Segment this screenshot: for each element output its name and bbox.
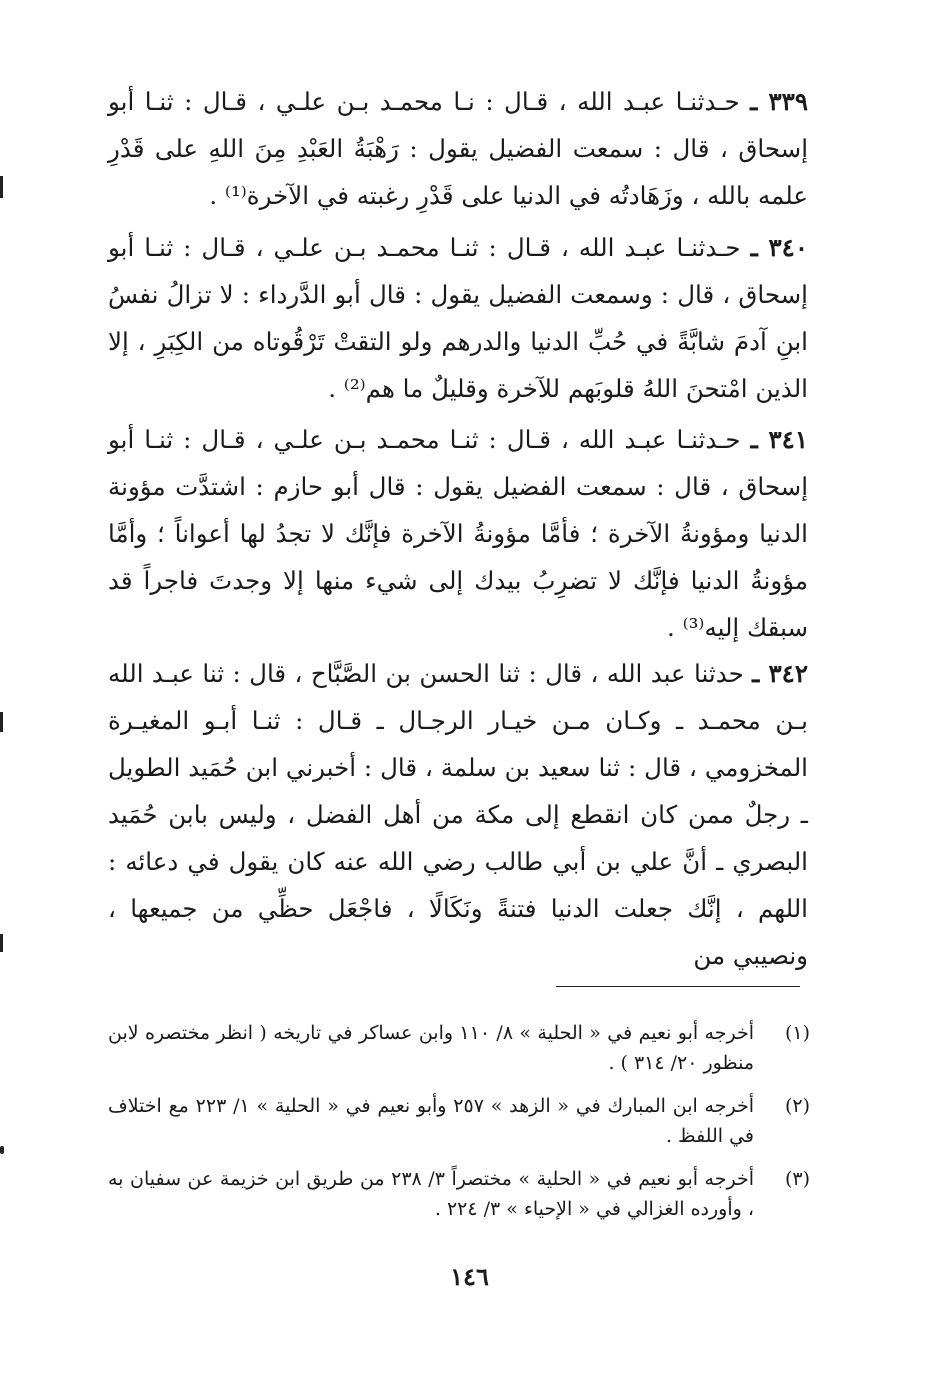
- footnote-2: [108, 1091, 810, 1151]
- scan-edge-mark: [0, 176, 3, 198]
- footnote-text: أخرجه أبو نعيم في « الحلية » ٨/ ١١٠ وابن عساكر في تاريخه ( انظر مختصره لابن منظور ٢٠/ ٣١٤ ) .: [108, 1022, 754, 1074]
- scan-edge-mark: [0, 1146, 4, 1154]
- footnotes: [108, 1018, 810, 1237]
- scan-edge-mark: [0, 934, 3, 952]
- paragraph-text: حدثنا عبد الله ، قال : ثنا الحسن بن الصَّبَّاح ، قال : ثنا عبـد الله بـن محمـد ـ وكـان مـن خيـار الرجـال ـ قـال : ثنـا أبـو المغيـرة المخزومي ، قال : ثنا سعيد بن سلمة ، قال : أخبرني ابن حُمَيد الطويل ـ رجلٌ ممن كان انقطع إلى مكة من أهل الفضل ، وليس بابن حُمَيد البصري ـ أنَّ علي بن أبي طالب رضي الله عنه كان يقول في دعائه : اللهم ، إنَّك جعلت الدنيا فتنةً ونَكَالًا ، فاجْعَل حظِّي من جميعها ، ونصيبي من: [108, 659, 808, 970]
- paragraph-number: ٣٣٩ ـ: [750, 87, 808, 116]
- paragraph-number: ٣٤١ ـ: [750, 425, 808, 454]
- paragraph-342: [108, 650, 808, 979]
- paragraph-339: [108, 78, 808, 219]
- footnote-1: [108, 1018, 810, 1078]
- footnote-number: (٣): [784, 1168, 810, 1190]
- footnote-text: أخرجه أبو نعيم في « الحلية » مختصراً ٣/ ٢٣٨ من طريق ابن خزيمة عن سفيان به ، وأورده الغزالي في « الإحياء » ٣/ ٢٢٤ .: [108, 1168, 754, 1220]
- footnote-3: [108, 1164, 810, 1224]
- scan-edge-mark: [0, 712, 3, 732]
- paragraph-340: [108, 224, 808, 412]
- page-number: ١٤٦: [450, 1262, 489, 1291]
- paragraph-text: حـدثنـا عبـد الله ، قـال : ثنـا محمـد بـن علـي ، قـال : ثنـا أبو إسحاق ، قال : سمعت الفضيل يقول : قال أبو حازم : اشتدَّت مؤونة الدنيا ومؤونةُ الآخرة ؛ فأمَّا مؤونةُ الآخرة فإنَّك لا تجدُ لها أعواناً ؛ وأمَّا مؤونةُ الدنيا فإنَّك لا تضرِبُ بيدك إلى شيء منها إلا وجدتَ فاجراً قد سبقك إليه⁽³⁾ .: [108, 425, 808, 642]
- footnote-number: (٢): [784, 1095, 810, 1117]
- footnote-text: أخرجه ابن المبارك في « الزهد » ٢٥٧ وأبو نعيم في « الحلية » ١/ ٢٢٣ مع اختلاف في اللفظ .: [108, 1095, 754, 1147]
- paragraph-341: [108, 416, 808, 651]
- footnote-divider: [556, 986, 800, 987]
- paragraph-number: ٣٤٠ ـ: [750, 233, 808, 262]
- paragraph-text: حـدثنـا عبـد الله ، قـال : نـا محمـد بـن علـي ، قـال : ثنـا أبو إسحاق ، قال : سمعت الفضيل يقول : رَهْبَةُ العَبْدِ مِنَ اللهِ على قَدْرِ علمه بالله ، وزَهَادتُه في الدنيا على قَدْرِ رغبته في الآخرة⁽¹⁾ .: [108, 87, 808, 210]
- paragraph-text: حـدثنـا عبـد الله ، قـال : ثنـا محمـد بـن علـي ، قـال : ثنـا أبو إسحاق ، قال : وسمعت الفضيل يقول : قال أبو الدَّرداء : لا تزالُ نفسُ ابنِ آدمَ شابَّةً في حُبِّ الدنيا والدرهم ولو التقتْ تَرْقُوتاه من الكِبَرِ ، إلا الذين امْتحنَ اللهُ قلوبَهم للآخرة وقليلٌ ما هم⁽²⁾ .: [108, 233, 808, 403]
- footnote-number: (١): [784, 1022, 810, 1044]
- paragraph-number: ٣٤٢ ـ: [752, 659, 808, 688]
